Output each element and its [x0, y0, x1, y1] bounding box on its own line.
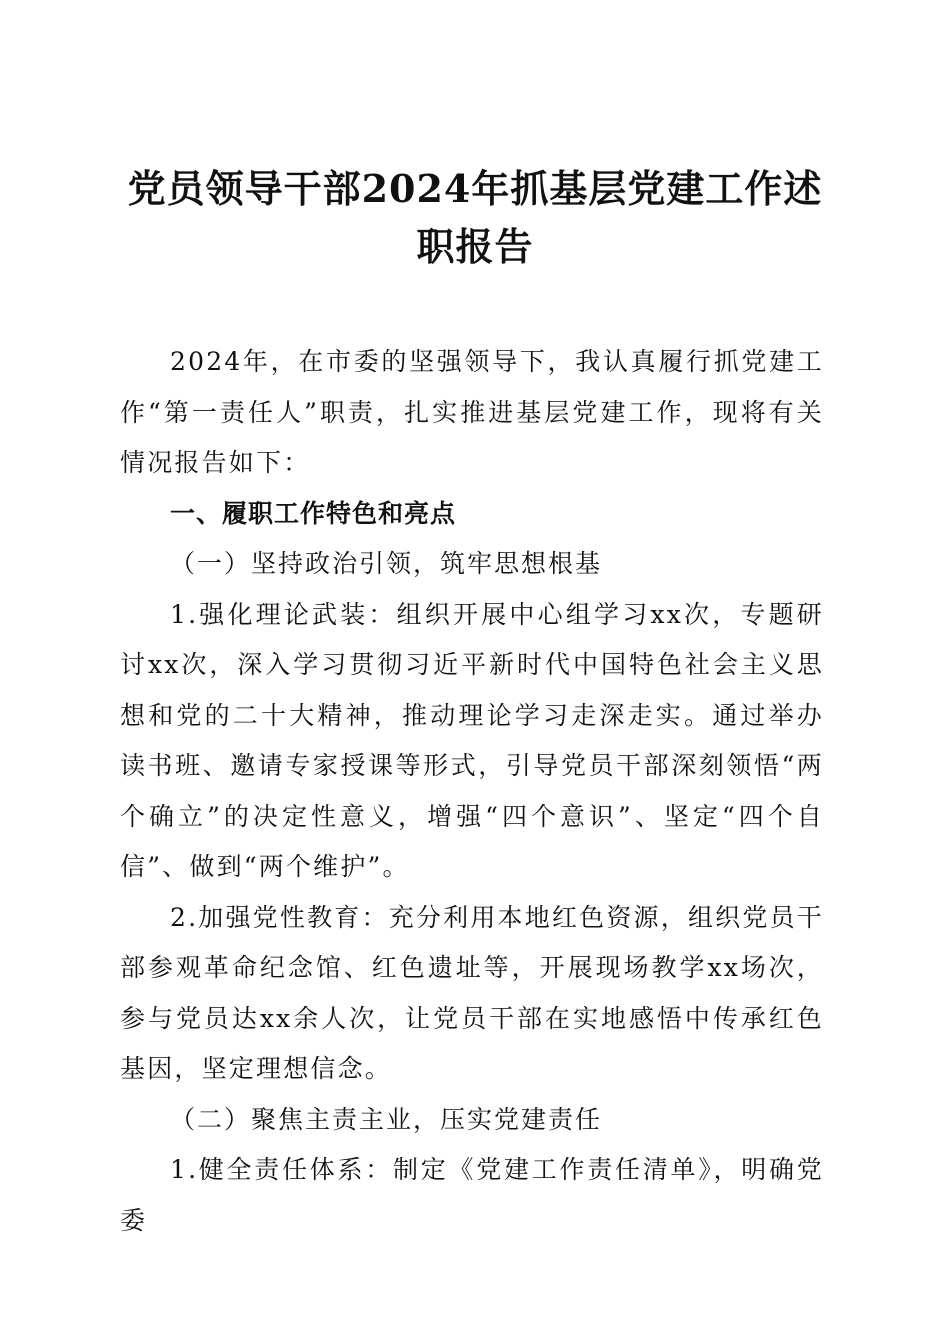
document-body: [120, 337, 824, 1246]
section-heading: 一、履职工作特色和亮点: [170, 498, 457, 528]
body-paragraph: 1.强化理论武装：组织开展中心组学习xx次，专题研讨xx次，深入学习贯彻习近平新时代中国特色社会主义思想和党的二十大精神，推动理论学习走深走实。通过举办读书班、邀请专家授课等形式，引导党员干部深刻领悟“两个确立”的决定性意义，增强“四个意识”、坚定“四个自信”、做到“两个维护”。: [120, 599, 824, 881]
intro-paragraph: 2024年，在市委的坚强领导下，我认真履行抓党建工作“第一责任人”职责，扎实推进基层党建工作，现将有关情况报告如下：: [120, 347, 824, 477]
body-paragraph: 1.健全责任体系：制定《党建工作责任清单》，明确党委: [120, 1155, 824, 1235]
body-paragraph: 2.加强党性教育：充分利用本地红色资源，组织党员干部参观革命纪念馆、红色遗址等，开展现场教学xx场次，参与党员达xx余人次，让党员干部在实地感悟中传承红色基因，坚定理想信念。: [120, 902, 824, 1083]
subsection-heading: （一）坚持政治引领，筑牢思想根基: [170, 549, 603, 578]
document-title: 党员领导干部2024年抓基层党建工作述职报告: [127, 166, 823, 269]
subsection-heading: （二）聚焦主责主业，压实党建责任: [170, 1104, 603, 1134]
